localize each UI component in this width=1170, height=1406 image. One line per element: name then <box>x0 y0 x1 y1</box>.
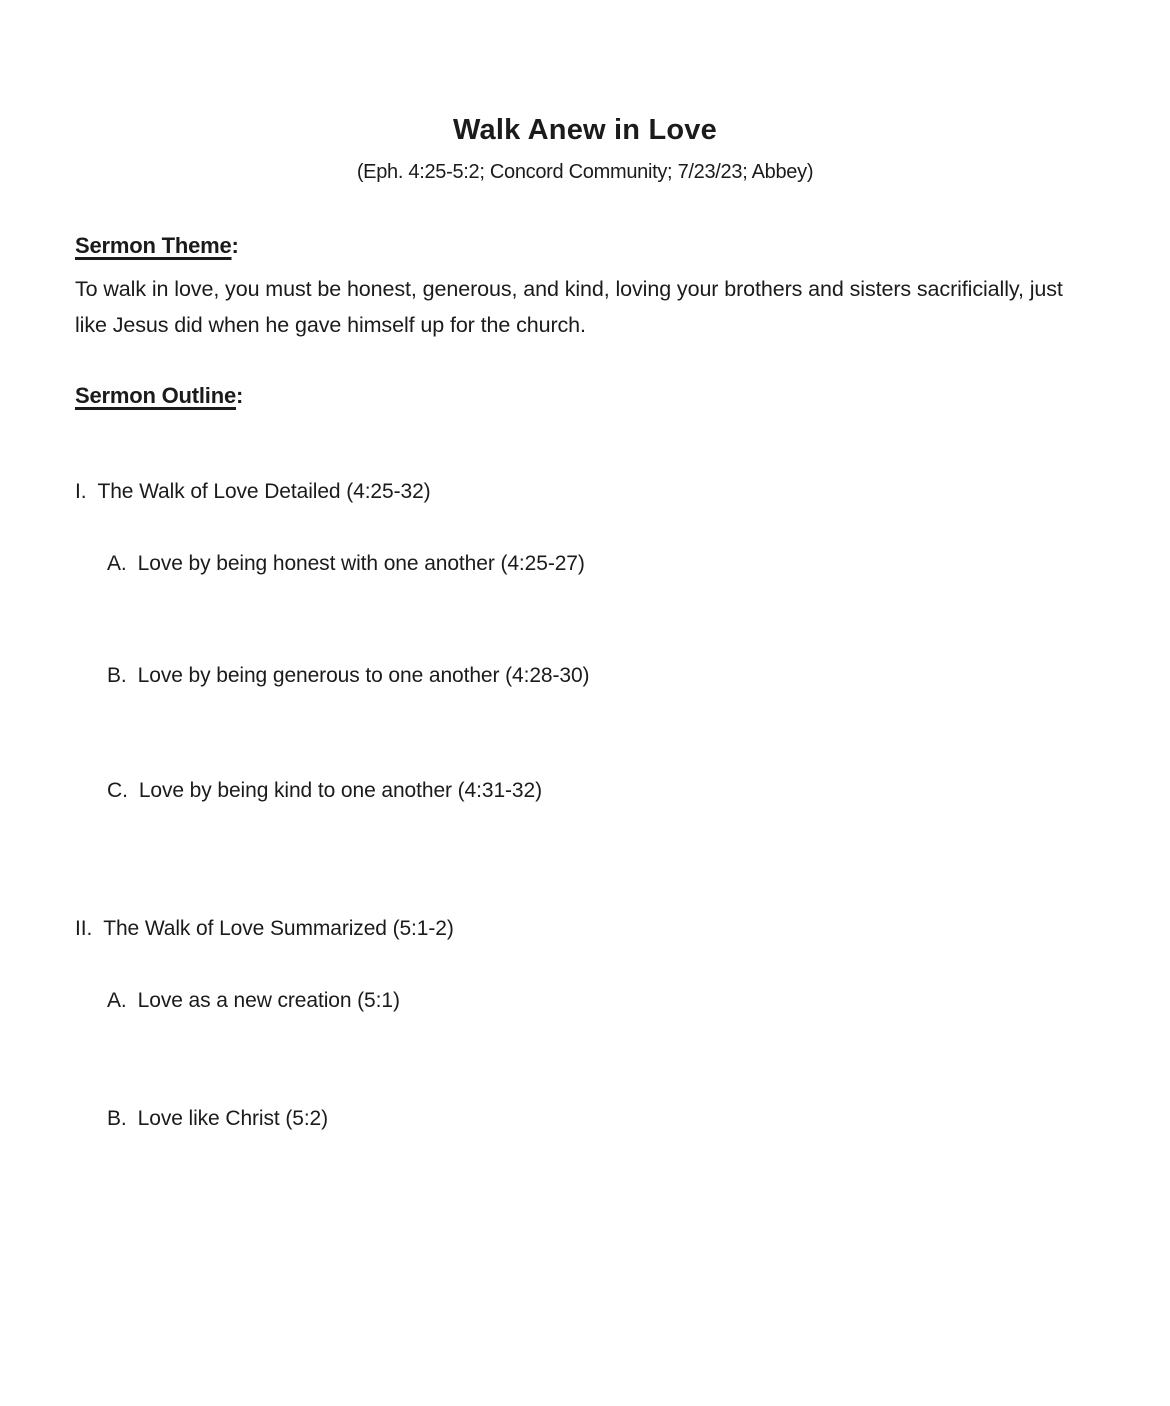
sermon-outline-heading-text: Sermon Outline <box>75 383 236 408</box>
outline-section-1-text: The Walk of Love Detailed (4:25-32) <box>97 480 431 503</box>
outline-item-1c <box>107 779 542 803</box>
sermon-outline-heading <box>75 383 243 409</box>
sermon-theme-body: To walk in love, you must be honest, generous, and kind, loving your brothers and sisters sacrificially, just like Jesus did when he gave himself up for the church. <box>75 277 1063 337</box>
outline-item-2b-text: Love like Christ (5:2) <box>137 1107 329 1130</box>
outline-item-2a <box>107 989 400 1013</box>
outline-section-1 <box>75 480 431 504</box>
outline-item-1a-text: Love by being honest with one another (4:25-27) <box>137 552 585 575</box>
outline-item-1b-marker: B. <box>107 664 127 687</box>
outline-item-1b <box>107 664 589 688</box>
sermon-outline-heading-colon: : <box>236 383 244 408</box>
outline-item-1c-text: Love by being kind to one another (4:31-32) <box>138 779 542 802</box>
sermon-theme-heading-colon: : <box>231 233 239 258</box>
outline-section-2-marker: II. <box>75 917 93 940</box>
sermon-theme-heading-text: Sermon Theme <box>75 233 232 258</box>
outline-item-2b-marker: B. <box>107 1107 127 1130</box>
document-title: Walk Anew in Love <box>453 114 717 146</box>
outline-section-2-text: The Walk of Love Summarized (5:1-2) <box>103 917 454 940</box>
outline-item-1c-marker: C. <box>107 779 128 802</box>
outline-section-2 <box>75 917 454 941</box>
outline-item-1a <box>107 552 585 576</box>
outline-item-2b <box>107 1107 328 1131</box>
document-subtitle: (Eph. 4:25-5:2; Concord Community; 7/23/23; Abbey) <box>356 161 814 183</box>
outline-item-1b-text: Love by being generous to one another (4:28-30) <box>137 664 590 687</box>
outline-item-2a-marker: A. <box>107 989 127 1012</box>
outline-item-2a-text: Love as a new creation (5:1) <box>137 989 400 1012</box>
outline-item-1a-marker: A. <box>107 552 127 575</box>
sermon-theme-heading <box>75 233 239 259</box>
outline-section-1-marker: I. <box>75 480 87 503</box>
